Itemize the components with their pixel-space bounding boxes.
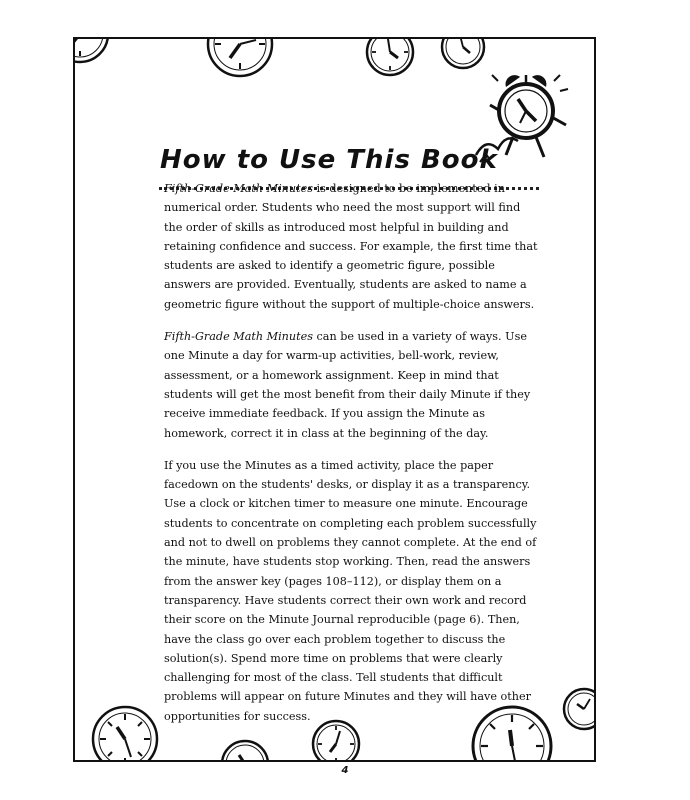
clock-icon	[562, 687, 596, 731]
paragraph-text: If you use the Minutes as a timed activity, place the paper facedown on the students' desks, or display it as a transparency. Use a clock or kitchen timer to measure one minute. Encourage students to concentrate on completing each problem successfully and not to dwell on problems they cannot complete. At the end of the minute, have students stop working. Then, read the answers from the answer key (pages 108–112), or display them on a transparency. Have students correct their own work and record their score on the Minute Journal reproducible (page 6). Then, have the class go over each problem together to discuss the solution(s). Spend more time on problems that were clearly challenging for most of the class. Tell students that difficult problems will appear on future Minutes and they will have other opportunities for success.	[164, 458, 537, 723]
paragraph-text: can be used in a variety of ways. Use one Minute a day for warm-up activities, bell-work, review, assessment, or a homework assignment. Keep in mind that students will get the most benefit from their daily Minute if they receive immediate feedback. If you assign the Minute as homework, correct it in class at the beginning of the day.	[164, 330, 531, 440]
paragraph	[164, 327, 539, 443]
page-number: 4	[341, 765, 349, 776]
page-frame	[73, 37, 596, 762]
book-title-italic: Fifth-Grade Math Minutes	[164, 182, 313, 195]
alarm-clock-mascot-icon	[468, 67, 573, 167]
paragraph-text: is designed to be implemented in numerical order. Students who need the most support will find the order of skills as introduced most helpful in building and retaining confidence and success. For example, the first time that students are asked to identify a geometric figure, possible answers are provided. Eventually, students are asked to name a geometric figure without the support of multiple-choice answers.	[164, 182, 538, 311]
page-title: How to Use This Book	[160, 145, 498, 175]
clock-icon	[220, 739, 270, 762]
clock-icon	[90, 704, 160, 762]
clock-icon	[365, 37, 415, 77]
paragraph	[164, 179, 539, 314]
clock-icon	[73, 37, 110, 64]
book-title-italic: Fifth-Grade Math Minutes	[164, 330, 313, 344]
body-text	[164, 179, 539, 739]
clock-icon	[205, 37, 275, 79]
clock-icon	[440, 37, 486, 70]
paragraph	[164, 456, 539, 726]
title-block	[160, 145, 498, 175]
